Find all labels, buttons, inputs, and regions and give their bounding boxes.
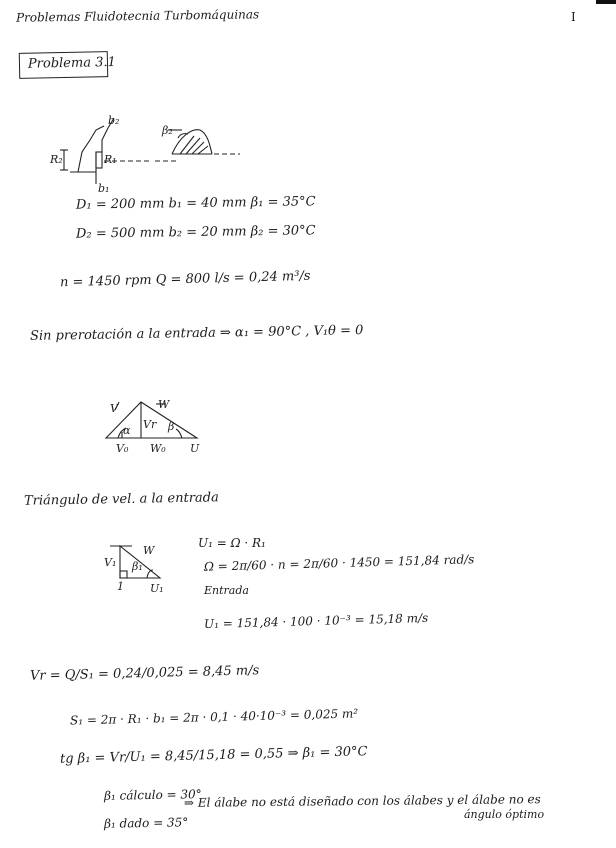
triangle1-label-alpha: α	[123, 424, 131, 437]
given-line-2: D₂ = 500 mm b₂ = 20 mm β₂ = 30°C	[75, 223, 316, 242]
impeller-section-sketch	[60, 118, 240, 184]
calc-u1-definition: U₁ = Ω · R₁	[198, 536, 266, 550]
given-line-3: n = 1450 rpm Q = 800 l/s = 0,24 m³/s	[59, 268, 311, 291]
triangle2-label-v1: V₁	[104, 556, 117, 569]
triangle2-label-beta1: β₁	[132, 560, 143, 573]
triangle1-label-v: V	[110, 402, 118, 415]
triangle2-label-u1: U₁	[150, 582, 164, 595]
calc-omega: Ω = 2π/60 · n = 2π/60 · 1450 = 151,84 rad/s	[203, 552, 475, 574]
triangle1-label-u: U	[190, 442, 200, 455]
triangle2-label-corner: 1	[117, 580, 124, 593]
page-header-title: Problemas Fluidotecnia Turbomáquinas	[15, 7, 260, 25]
calc-beta1-given: β₁ dado = 35°	[103, 815, 189, 831]
page-number: I	[571, 10, 576, 24]
calc-tan-beta1: tg β₁ = Vr/U₁ = 8,45/15,18 = 0,55 ⇒ β₁ = 30°C	[59, 744, 368, 767]
sketch-label-b2: b₂	[108, 114, 120, 127]
calc-beta1-computed: β₁ cálculo = 30°	[103, 787, 202, 803]
triangle1-label-vr: Vr	[143, 418, 157, 431]
triangle2-label-w: W	[143, 544, 155, 557]
prerotation-statement: Sin prerotación a la entrada ⇒ α₁ = 90°C , V₁θ = 0	[29, 323, 364, 344]
section-title-inlet-triangle: Triángulo de vel. a la entrada	[23, 490, 219, 509]
triangle1-label-w0: W₀	[150, 442, 166, 455]
given-line-1: D₁ = 200 mm b₁ = 40 mm β₁ = 35°C	[75, 194, 316, 213]
calc-optimal-note: ángulo óptimo	[464, 808, 545, 821]
calc-omega-note: Entrada	[204, 584, 249, 597]
triangle1-label-v0: V₀	[116, 442, 129, 455]
sketch-label-b1: b₁	[98, 182, 110, 195]
sketch-label-beta2: β₂	[162, 124, 173, 137]
sketch-label-r2: R₂	[50, 153, 63, 166]
calc-vr: Vr = Q/S₁ = 0,24/0,025 = 8,45 m/s	[29, 663, 260, 684]
calc-conclusion: ⇒ El álabe no está diseñado con los álabes y el álabe no es	[183, 792, 541, 810]
calc-s1: S₁ = 2π · R₁ · b₁ = 2π · 0,1 · 40·10⁻³ = 0,025 m²	[69, 706, 359, 728]
calc-u1-value: U₁ = 151,84 · 100 · 10⁻³ = 15,18 m/s	[203, 610, 429, 632]
sketch-label-r1: R₁	[104, 153, 117, 166]
triangle1-label-beta: β	[168, 420, 175, 433]
problem-label: Problema 3.1	[27, 54, 116, 72]
triangle1-label-w: W	[158, 398, 170, 411]
